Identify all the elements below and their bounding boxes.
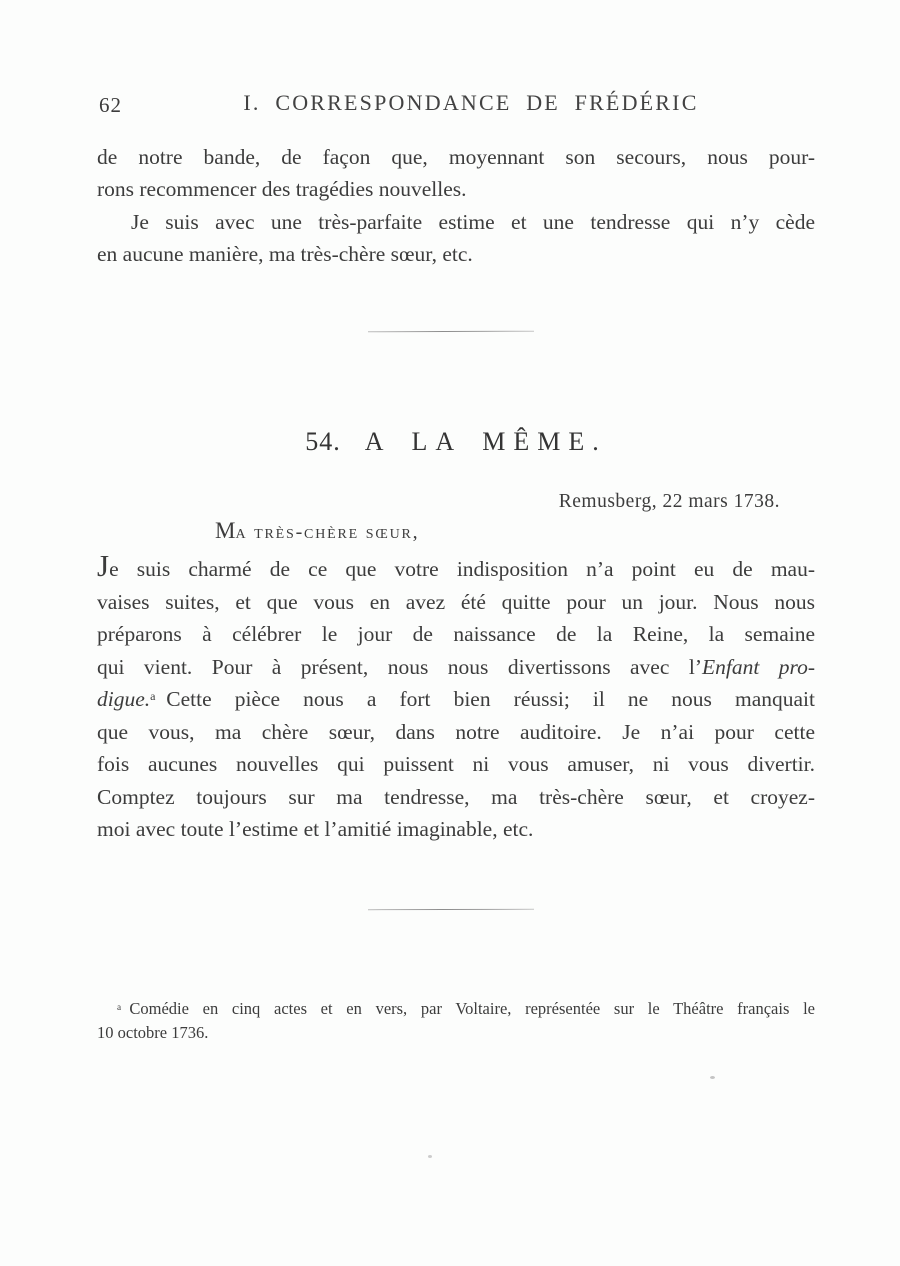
text-segment: préparons à célébrer le jour de naissance de la Reine, la semaine	[97, 622, 815, 646]
text-segment: vaises suites, et que vous en avez été quitte pour un jour. Nous nous	[97, 589, 815, 614]
text-segment: que vous, ma chère sœur, dans notre auditoire. Je n’ai pour cette	[97, 719, 815, 744]
text-segment: Enfant pro-	[701, 654, 815, 679]
text-line	[97, 997, 815, 1021]
text-line	[97, 748, 815, 781]
text-line	[215, 516, 635, 546]
footnote	[97, 997, 815, 1044]
text-line	[97, 206, 815, 238]
letter-heading	[97, 427, 815, 457]
text-segment: digue.	[97, 687, 151, 711]
text-line	[97, 618, 815, 651]
text-segment: a très-chère sœur,	[235, 521, 420, 543]
text-line	[97, 813, 815, 846]
text-segment: de notre bande, de façon que, moyennant son secours, nous pour-	[97, 145, 815, 169]
text-segment: M	[215, 518, 236, 543]
text-line	[97, 173, 815, 205]
letter-body	[97, 548, 815, 846]
text-segment: en aucune manière, ma très-chère sœur, etc.	[97, 241, 473, 266]
running-title: I. CORRESPONDANCE DE FRÉDÉRIC	[243, 90, 699, 115]
previous-letter-ending	[97, 141, 815, 270]
page-header	[97, 90, 815, 120]
text-line	[97, 586, 815, 619]
section-divider	[368, 331, 534, 333]
text-segment: fois aucunes nouvelles qui puissent ni vous amuser, ni vous divertir.	[97, 752, 815, 776]
letter-title: A LA MÊME.	[364, 427, 607, 456]
paragraph-closing	[97, 206, 815, 271]
text-line	[97, 683, 815, 716]
scan-speck	[428, 1155, 432, 1158]
text-segment: 10 octobre 1736.	[97, 1022, 209, 1042]
text-line	[97, 1021, 815, 1045]
text-line	[97, 548, 815, 586]
salutation	[215, 516, 635, 546]
paragraph-continuation	[97, 141, 815, 206]
text-segment: Comptez toujours sur ma tendresse, ma très-chère sœur, et croyez-	[97, 784, 815, 809]
text-line	[97, 781, 815, 814]
text-segment: moi avec toute l’estime et l’amitié imaginable, etc.	[97, 817, 534, 841]
text-line	[97, 716, 815, 749]
text-segment: J	[97, 548, 110, 583]
page-number: 62	[99, 93, 122, 117]
scan-speck	[710, 1076, 715, 1079]
text-segment: e suis charmé de ce que votre indisposition n’a point eu de mau-	[109, 557, 815, 581]
letter-end-divider	[368, 909, 534, 910]
text-segment: qui vient. Pour à présent, nous nous divertissons avec l’	[97, 654, 702, 679]
text-segment: a	[150, 688, 156, 703]
text-segment: rons recommencer des tragédies nouvelles.	[97, 177, 467, 202]
text-line	[97, 651, 815, 684]
text-segment: a	[117, 1001, 122, 1012]
text-line	[97, 141, 815, 173]
text-segment: Cette pièce nous a fort bien réussi; il ne nous manquait	[155, 687, 815, 711]
text-segment: Comédie en cinq actes et en vers, par Voltaire, représentée sur le Théâtre français le	[121, 999, 815, 1018]
text-segment: Je suis avec une très-parfaite estime et une tendresse qui n’y cède	[131, 209, 815, 234]
dateline: Remusberg, 22 mars 1738.	[558, 491, 780, 512]
text-line	[97, 238, 815, 270]
letter-number: 54.	[305, 427, 341, 456]
